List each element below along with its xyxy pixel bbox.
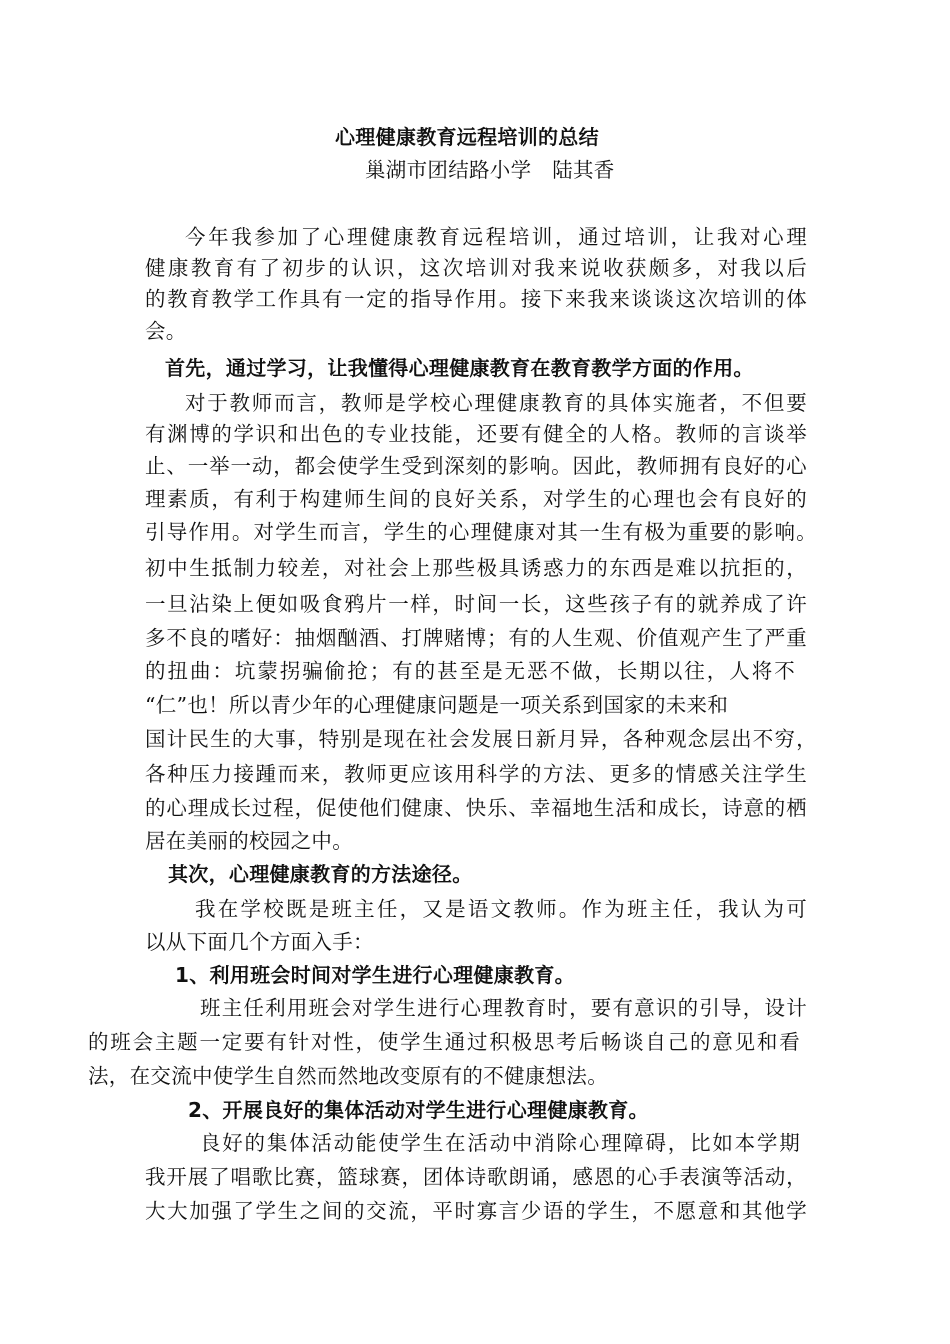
paragraph-line: 的心理成长过程，促使他们健康、快乐、幸福地生活和成长，诗意的栖	[145, 796, 807, 820]
paragraph-line: 多不良的嗜好：抽烟酗酒、打牌赌博；有的人生观、价值观产生了严重	[145, 626, 807, 650]
paragraph-line: 的教育教学工作具有一定的指导作用。接下来我来谈谈这次培训的体	[145, 287, 807, 311]
paragraph-line: 法，在交流中使学生自然而然地改变原有的不健康想法。	[88, 1064, 608, 1088]
document-title: 心理健康教育远程培训的总结	[335, 125, 599, 149]
paragraph-line: 以从下面几个方面入手：	[145, 930, 374, 954]
paragraph-line: 良好的集体活动能使学生在活动中消除心理障碍，比如本学期	[200, 1131, 800, 1155]
paragraph-line: 会。	[145, 319, 187, 343]
paragraph-line: 初中生抵制力较差，对社会上那些极具诱惑力的东西是难以抗拒的，	[145, 556, 807, 580]
paragraph-line: 居在美丽的校园之中。	[145, 829, 353, 853]
document-byline: 巢湖市团结路小学 陆其香	[365, 158, 615, 182]
subsection-heading: 1、利用班会时间对学生进行心理健康教育。	[175, 963, 575, 987]
paragraph-line: 一旦沾染上便如吸食鸦片一样，时间一长，这些孩子有的就养成了许	[145, 592, 807, 616]
paragraph-line: “仁”也！所以青少年的心理健康问题是一项关系到国家的未来和	[145, 693, 729, 717]
paragraph-line: 的班会主题一定要有针对性，使学生通过积极思考后畅谈自己的意见和看	[88, 1030, 800, 1054]
paragraph-line: 各种压力接踵而来，教师更应该用科学的方法、更多的情感关注学生	[145, 762, 807, 786]
section-heading: 首先，通过学习，让我懂得心理健康教育在教育教学方面的作用。	[165, 356, 754, 380]
paragraph-line: 我开展了唱歌比赛，篮球赛，团体诗歌朗诵，感恩的心手表演等活动，	[145, 1165, 807, 1189]
paragraph-line: 理素质，有利于构建师生间的良好关系，对学生的心理也会有良好的	[145, 487, 807, 511]
paragraph-line: 大大加强了学生之间的交流，平时寡言少语的学生，不愿意和其他学	[145, 1199, 807, 1223]
paragraph-line: 我在学校既是班主任，又是语文教师。作为班主任，我认为可	[195, 897, 807, 921]
paragraph-line: 有渊博的学识和出色的专业技能，还要有健全的人格。教师的言谈举	[145, 422, 807, 446]
paragraph-line: 健康教育有了初步的认识，这次培训对我来说收获颇多，对我以后	[145, 256, 807, 280]
paragraph-line: 止、一举一动，都会使学生受到深刻的影响。因此，教师拥有良好的心	[145, 454, 807, 478]
paragraph-line: 引导作用。对学生而言，学生的心理健康对其一生有极为重要的影响。	[145, 520, 817, 544]
subsection-heading: 2、开展良好的集体活动对学生进行心理健康教育。	[188, 1098, 649, 1122]
paragraph-line: 国计民生的大事，特别是现在社会发展日新月异，各种观念层出不穷，	[145, 727, 817, 751]
section-heading: 其次，心理健康教育的方法途径。	[168, 862, 473, 886]
paragraph-line: 的扭曲：坑蒙拐骗偷抢；有的甚至是无恶不做，长期以往，人将不	[145, 659, 795, 683]
paragraph-line: 今年我参加了心理健康教育远程培训，通过培训，让我对心理	[185, 225, 807, 249]
paragraph-line: 对于教师而言，教师是学校心理健康教育的具体实施者，不但要	[185, 391, 807, 415]
paragraph-line: 班主任利用班会对学生进行心理教育时，要有意识的引导，设计	[200, 996, 807, 1020]
